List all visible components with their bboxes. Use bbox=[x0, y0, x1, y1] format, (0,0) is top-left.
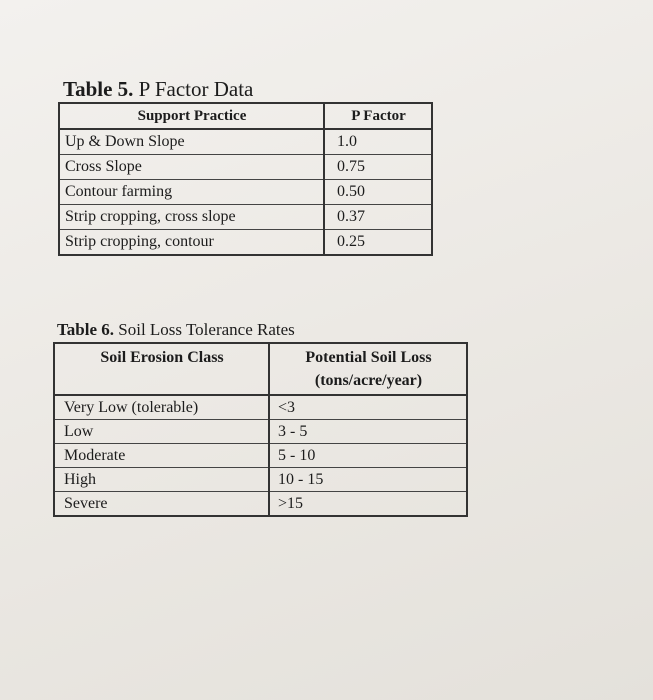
table6-title-text: Soil Loss Tolerance Rates bbox=[114, 320, 295, 339]
p-factor-cell: 0.25 bbox=[324, 230, 432, 256]
erosion-class-cell: Low bbox=[54, 420, 269, 444]
table-row bbox=[54, 444, 467, 468]
soil-loss-cell: <3 bbox=[269, 395, 467, 420]
p-factor-cell: 0.37 bbox=[324, 205, 432, 230]
table5-title-text: P Factor Data bbox=[133, 77, 254, 101]
header-potential-soil-loss-units: (tons/acre/year) bbox=[314, 372, 423, 389]
table-row bbox=[54, 395, 467, 420]
soil-loss-cell: >15 bbox=[269, 492, 467, 517]
table5-title bbox=[63, 77, 253, 102]
support-practice-cell: Strip cropping, contour bbox=[59, 230, 324, 256]
header-p-factor: P Factor bbox=[324, 103, 432, 129]
soil-loss-cell: 5 - 10 bbox=[269, 444, 467, 468]
table-header-row bbox=[59, 103, 432, 129]
erosion-class-cell: Moderate bbox=[54, 444, 269, 468]
soil-loss-tolerance-table bbox=[53, 342, 468, 517]
header-potential-soil-loss bbox=[269, 343, 467, 395]
support-practice-cell: Strip cropping, cross slope bbox=[59, 205, 324, 230]
header-soil-erosion-class: Soil Erosion Class bbox=[54, 343, 269, 395]
support-practice-cell: Up & Down Slope bbox=[59, 129, 324, 155]
table-row bbox=[59, 129, 432, 155]
erosion-class-cell: Very Low (tolerable) bbox=[54, 395, 269, 420]
p-factor-table bbox=[58, 102, 433, 256]
header-potential-soil-loss-line1: Potential Soil Loss bbox=[305, 349, 432, 366]
table6-title-number: Table 6. bbox=[57, 320, 115, 339]
table-row bbox=[59, 155, 432, 180]
p-factor-cell: 0.75 bbox=[324, 155, 432, 180]
table-row bbox=[59, 230, 432, 256]
header-support-practice: Support Practice bbox=[59, 103, 324, 129]
p-factor-cell: 0.50 bbox=[324, 180, 432, 205]
support-practice-cell: Cross Slope bbox=[59, 155, 324, 180]
table-row bbox=[54, 492, 467, 517]
p-factor-cell: 1.0 bbox=[324, 129, 432, 155]
table-row bbox=[54, 468, 467, 492]
table-row bbox=[54, 420, 467, 444]
table6-title bbox=[57, 320, 295, 340]
table-row bbox=[59, 180, 432, 205]
support-practice-cell: Contour farming bbox=[59, 180, 324, 205]
table5-title-number: Table 5. bbox=[63, 77, 134, 101]
table-row bbox=[59, 205, 432, 230]
soil-loss-cell: 10 - 15 bbox=[269, 468, 467, 492]
soil-loss-cell: 3 - 5 bbox=[269, 420, 467, 444]
table-header-row bbox=[54, 343, 467, 395]
erosion-class-cell: High bbox=[54, 468, 269, 492]
erosion-class-cell: Severe bbox=[54, 492, 269, 517]
